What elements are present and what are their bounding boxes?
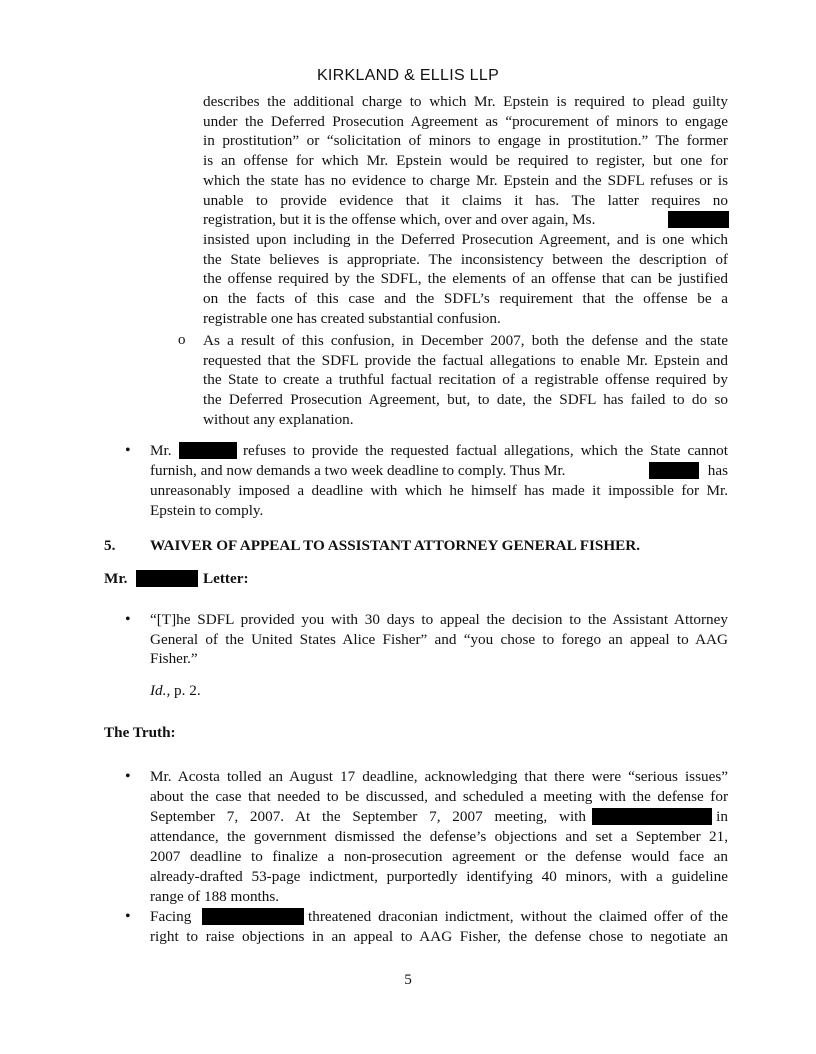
sub-bullet-paragraph [203,331,728,430]
letter-heading-suffix: Letter: [203,570,249,587]
page-number: 5 [404,971,412,988]
redaction-box [202,908,304,925]
bullet-line: refuses to provide the requested factual allegations, which the State cannot [243,442,728,459]
bullet-line: September 7, 2007. At the September 7, 2007 meeting, with [150,808,586,825]
bullet-marker: • [125,768,131,785]
paragraph-line: which the state has no evidence to charge Mr. Epstein and the SDFL refuses or is [203,171,728,189]
citation [150,681,201,701]
section-number: 5. [104,537,116,554]
redaction-box [592,808,712,825]
redaction-box [668,211,729,228]
quote-paragraph [150,610,728,669]
redaction-box [649,462,699,479]
paragraph-line: registrable one has created substantial confusion. [203,309,501,327]
paragraph-line: requested that the SDFL provide the factual allegations to enable Mr. Epstein and [203,351,728,369]
bullet-line: unreasonably imposed a deadline with which he himself has made it impossible for Mr. [150,482,728,499]
bullet-line: Facing [150,908,192,925]
bullet-line: in [716,808,728,825]
paragraph-line: the State believes is appropriate. The inconsistency between the description of [203,250,728,268]
paragraph-line: insisted upon including in the Deferred Prosecution Agreement, and is one which [203,230,728,248]
bullet-line: Mr. [150,442,172,459]
bullet-line: Mr. Acosta tolled an August 17 deadline, acknowledging that there were “serious issues” [150,768,728,785]
bullet-marker: • [125,611,131,628]
bullet-line: range of 188 months. [150,888,280,905]
redaction-box [179,442,237,459]
quote-line: General of the United States Alice Fisher” and “you chose to forego an appeal to AAG [150,630,728,648]
bullet-line: already-drafted 53-page indictment, purportedly identifying 40 minors, with a guideline [150,868,728,885]
truth-bullet-paragraph [150,907,728,947]
paragraph-line: describes the additional charge to which Mr. Epstein is required to plead guilty [203,93,728,110]
bullet-line: attendance, the government dismissed the defense’s objections and set a September 21, [150,828,728,845]
bullet-line: has [707,462,728,479]
truth-bullet-paragraph [150,767,728,907]
section-title: WAIVER OF APPEAL TO ASSISTANT ATTORNEY GENERAL FISHER. [150,537,641,554]
paragraph-line: on the facts of this case and the SDFL’s requirement that the offense be a [203,290,728,308]
bullet-line: about the case that needed to be discussed, and scheduled a meeting with the defense for [150,788,728,805]
paragraph-line [203,210,728,230]
paragraph-line: the State to create a truthful factual recitation of a registrable offense required by [203,371,728,389]
bullet-line: right to raise objections in an appeal to AAG Fisher, the defense chose to negotiate an [150,928,728,945]
paragraph-line: unable to provide evidence that it claims it has. The latter requires no [203,191,728,209]
paragraph-line: the Deferred Prosecution Agreement, but, to date, the SDFL has failed to do so [203,391,728,409]
paragraph-line: in prostitution” or “solicitation of minors to engage in prostitution.” The former [203,132,728,150]
bullet-line: Epstein to comply. [150,502,264,519]
truth-heading: The Truth: [104,724,176,741]
paragraph-line: under the Deferred Prosecution Agreement as “procurement of minors to engage [203,112,728,130]
citation-page: p. 2. [170,682,201,699]
continued-paragraph [203,92,728,328]
bullet-line: 2007 deadline to finalize a non-prosecution agreement or the defense would face an [150,848,728,865]
letter-heading-prefix: Mr. [104,570,128,587]
paragraph-line: As a result of this confusion, in December 2007, both the defense and the state [203,332,728,349]
redaction-box [136,570,198,587]
letterhead: KIRKLAND & ELLIS LLP [316,67,500,84]
bullet-line: furnish, and now demands a two week deadline to comply. Thus Mr. [150,462,566,479]
paragraph-line: without any explanation. [203,410,354,428]
paragraph-line: is an offense for which Mr. Epstein would be required to register, but one for [203,152,728,170]
paragraph-line: the offense required by the SDFL, the elements of an offense that can be justified [203,270,728,288]
sub-bullet-marker: o [178,332,186,348]
bullet-marker: • [125,908,131,925]
quote-line: “[T]he SDFL provided you with 30 days to appeal the decision to the Assistant Attorney [150,611,728,628]
bullet-line: threatened draconian indictment, without the claimed offer of the [308,908,728,925]
bullet-marker: • [125,442,131,459]
quote-line: Fisher.” [150,650,198,668]
citation-id: Id., [150,682,171,699]
paragraph-line-text: registration, but it is the offense which, over and over again, Ms. [203,211,596,229]
